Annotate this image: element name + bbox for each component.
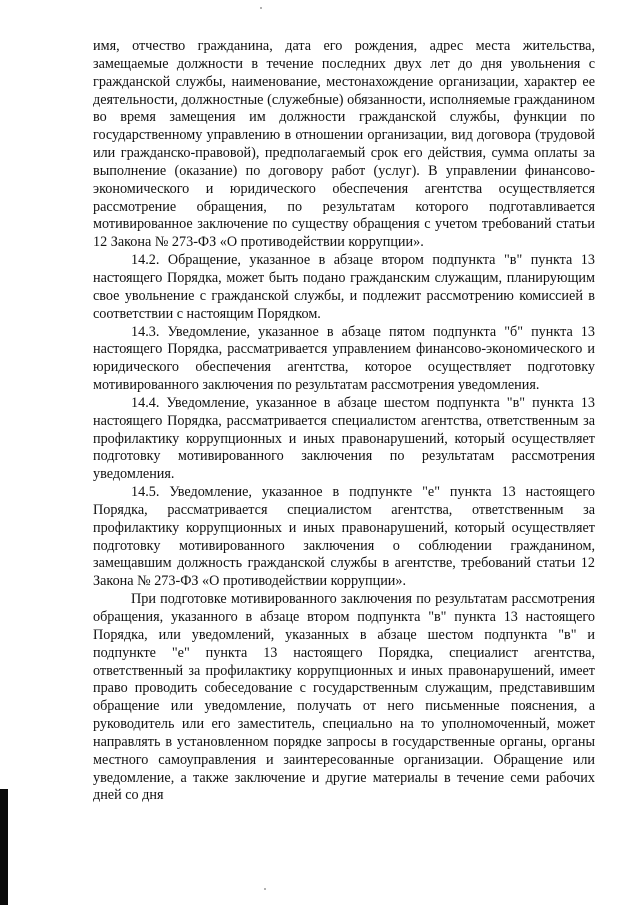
paragraph-14-2: 14.2. Обращение, указанное в абзаце втором подпункта "в" пункта 13 настоящего Порядка, может быть подано гражданским служащим, планирующим свое увольнение с гражданской службы, и подлежит рассмотрению комиссией в соответствии с настоящим Порядком. xyxy=(93,252,595,322)
document-text xyxy=(93,38,595,805)
paragraph-14-3: 14.3. Уведомление, указанное в абзаце пятом подпункта "б" пункта 13 настоящего Порядка, рассматривается управлением финансово-экономического и юридического обеспечения агентства, которое осуществляет подготовку мотивированного заключения по результатам рассмотрения уведомления. xyxy=(93,323,595,394)
paragraph-motivated-conclusion: При подготовке мотивированного заключения по результатам рассмотрения обращения, указанного в абзаце втором подпункта "в" пункта 13 настоящего Порядка, или уведомлений, указанных в абзаце шестом подпункта "в" и подпункте "е" пункта 13 настоящего Порядка, специалист агентства, ответственный за профилактику коррупционных и иных правонарушений, имеет право проводить собеседование с государственным служащим, представившим обращение или уведомление, получать от него письменные пояснения, а руководитель или его заместитель, специально на то уполномоченный, может направлять в установленном порядке запросы в государственные органы, органы местного самоуправления и заинтересованные организации. Обращение или уведомление, а также заключение и другие материалы в течение семи рабочих дней со дня xyxy=(93,591,595,804)
scan-dust-bottom xyxy=(264,888,266,890)
scan-dust-top xyxy=(260,7,262,9)
paragraph-14-5: 14.5. Уведомление, указанное в подпункте "е" пункта 13 настоящего Порядка, рассматривается специалистом агентства, ответственным за профилактику коррупционных и иных правонарушений, который осуществляет подготовку мотивированного заключения о соблюдении гражданином, замещавшим должность гражданской службы в агентстве, требований статьи 12 Закона № 273-ФЗ «О противодействии коррупции». xyxy=(93,484,595,590)
paragraph-continuation: имя, отчество гражданина, дата его рождения, адрес места жительства, замещаемые должности в течение последних двух лет до дня увольнения с гражданской службы, наименование, местонахождение организации, характер ее деятельности, должностные (служебные) обязанности, исполняемые гражданином во время замещения им должности гражданской службы, функции по государственному управлению в отношении организации, вид договора (трудовой или гражданско-правовой), предполагаемый срок его действия, сумма оплаты за выполнение (оказание) по договору работ (услуг). В управлении финансово-экономического и юридического обеспечения агентства осуществляется рассмотрение обращения, по результатам которого подготавливается мотивированное заключение по существу обращения с учетом требований статьи 12 Закона № 273-ФЗ «О противодействии коррупции». xyxy=(93,38,595,251)
scan-edge-mark xyxy=(0,789,8,905)
paragraph-14-4: 14.4. Уведомление, указанное в абзаце шестом подпункта "в" пункта 13 настоящего Порядка, рассматривается специалистом агентства, ответственным за профилактику коррупционных и иных правонарушений, который осуществляет подготовку мотивированного заключения по результатам рассмотрения уведомления. xyxy=(93,394,595,483)
